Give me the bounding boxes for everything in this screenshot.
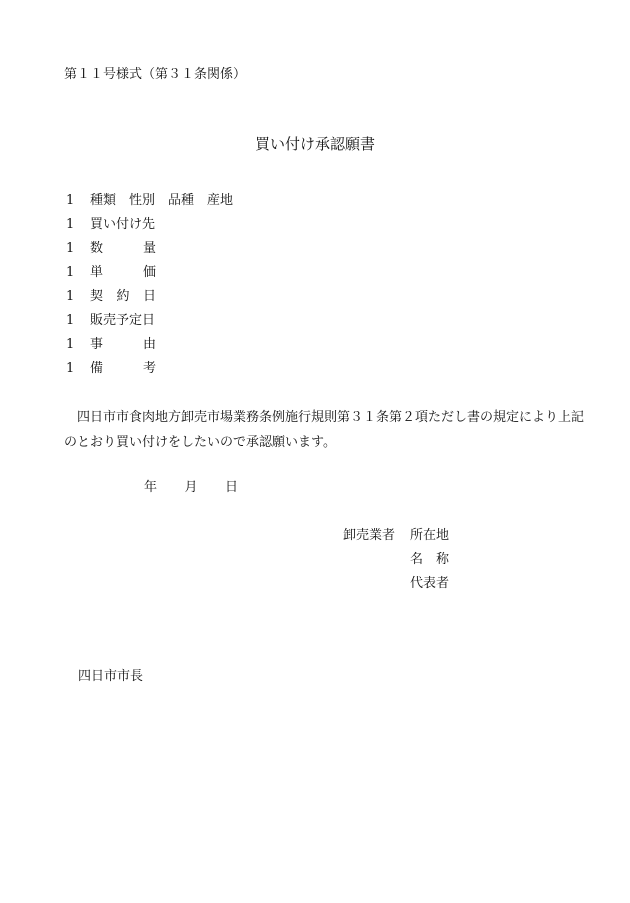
label-char: 数 (90, 241, 104, 256)
form-number: 第１１号様式（第３１条関係） (64, 67, 247, 82)
item-number: 1 (66, 193, 75, 208)
year-label: 年 (144, 480, 158, 495)
label-char: 事 (90, 337, 104, 352)
label-char: 価 (142, 265, 156, 280)
addressee: 四日市市長 (78, 669, 144, 684)
item-number: 1 (66, 217, 75, 232)
item-number: 1 (66, 313, 75, 328)
item-label-reason (90, 337, 156, 353)
item-label-seller: 買い付け先 (90, 217, 156, 232)
label-char: 名 (410, 552, 424, 567)
item-label-remarks (90, 361, 156, 377)
label-char: 備 (90, 361, 104, 376)
name-label (410, 552, 449, 568)
label-char: 日 (142, 289, 156, 304)
item-label-sale-date: 販売予定日 (90, 313, 156, 328)
day-label: 日 (224, 480, 238, 495)
label-char: 称 (435, 552, 449, 567)
item-number: 1 (66, 241, 75, 256)
label-char: 約 (116, 289, 130, 304)
label-char: 単 (90, 265, 104, 280)
item-label-quantity (90, 241, 156, 257)
label-char: 考 (142, 361, 156, 376)
item-number: 1 (66, 361, 75, 376)
representative-label: 代表者 (410, 576, 450, 591)
item-label-contract-date (90, 289, 156, 305)
month-label: 月 (184, 480, 198, 495)
address-label: 所在地 (410, 528, 450, 543)
document-title: 買い付け承認願書 (254, 135, 375, 153)
item-number: 1 (66, 289, 75, 304)
item-number: 1 (66, 337, 75, 352)
item-label-type: 種類 性別 品種 産地 (90, 193, 234, 208)
label-char: 量 (142, 241, 156, 256)
date-line (144, 480, 238, 496)
item-label-unit-price (90, 265, 156, 281)
label-char: 契 (90, 289, 104, 304)
item-number: 1 (66, 265, 75, 280)
body-paragraph: 四日市市食肉地方卸売市場業務条例施行規則第３１条第２項ただし書の規定により上記のとおり買い付けをしたいので承認願います。 (64, 410, 585, 450)
label-char: 由 (142, 337, 156, 352)
wholesaler-label: 卸売業者 (343, 528, 396, 543)
